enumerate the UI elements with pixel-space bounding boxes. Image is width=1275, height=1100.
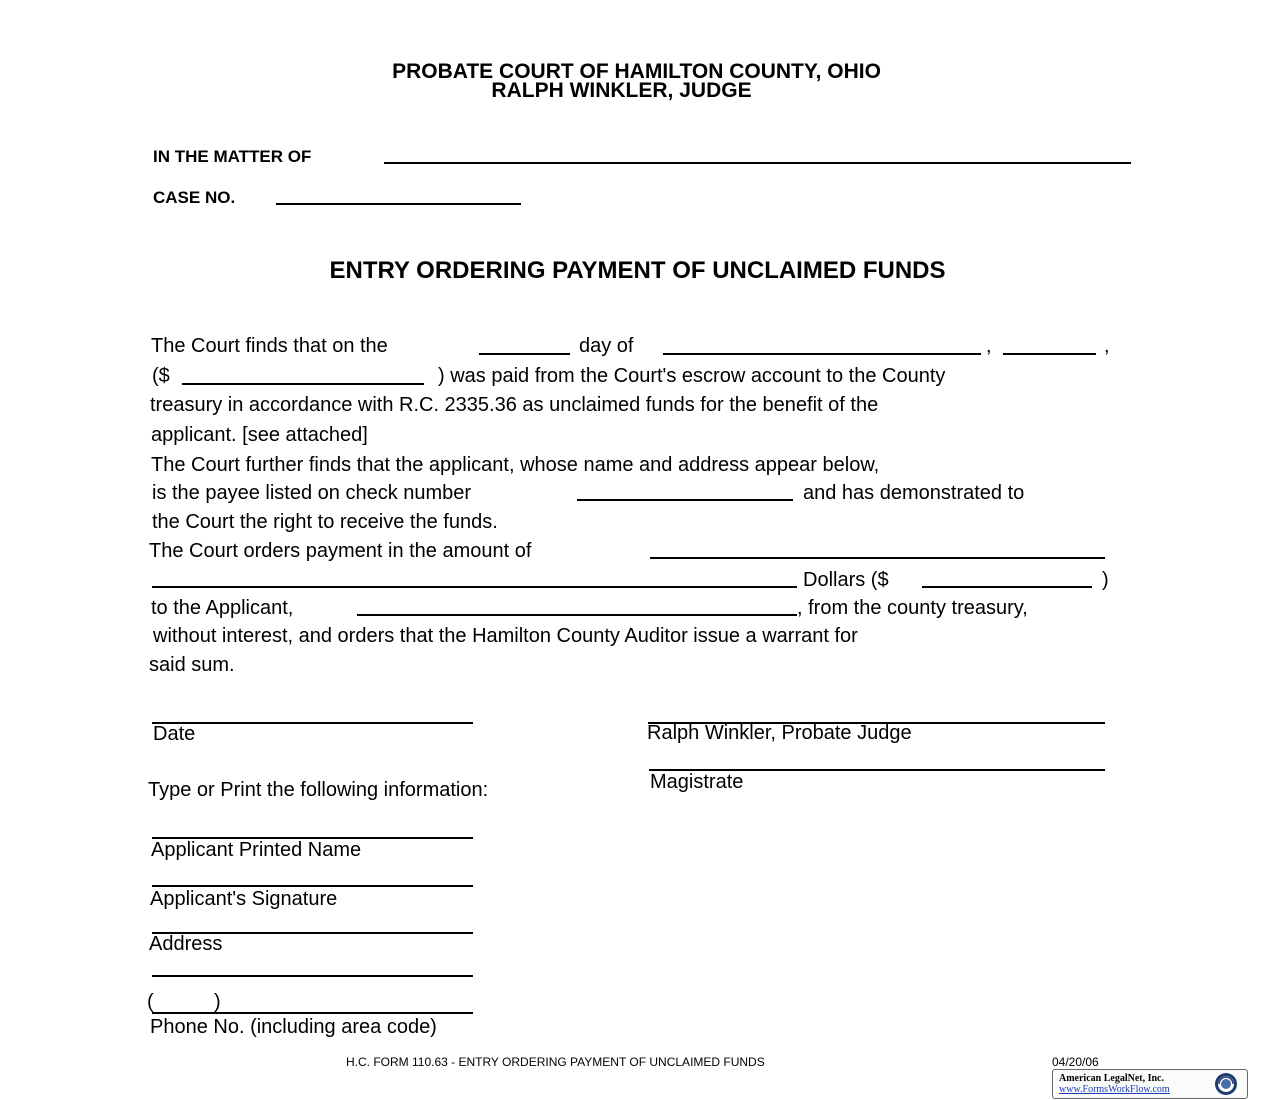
magistrate-label: Magistrate bbox=[650, 771, 744, 793]
body-line1-c: , bbox=[986, 335, 992, 357]
body-line3: treasury in accordance with R.C. 2335.36 as unclaimed funds for the benefit of the bbox=[150, 394, 879, 416]
body-line1-b: day of bbox=[579, 335, 634, 357]
day-input-line[interactable] bbox=[479, 353, 570, 355]
case-no-label: CASE NO. bbox=[153, 188, 236, 207]
applicant-signature-label: Applicant's Signature bbox=[150, 888, 338, 910]
body-line8: The Court orders payment in the amount of bbox=[149, 540, 532, 562]
payment-amount-words-line1[interactable] bbox=[650, 557, 1105, 559]
address-line2[interactable] bbox=[152, 975, 473, 977]
applicant-name-input-line[interactable] bbox=[357, 614, 797, 616]
matter-input-line[interactable] bbox=[384, 162, 1131, 164]
body-line9-a: Dollars ($ bbox=[803, 569, 889, 591]
address-label: Address bbox=[149, 933, 223, 955]
body-line10-a: to the Applicant, bbox=[151, 597, 294, 619]
phone-paren-close: ) bbox=[214, 991, 221, 1013]
body-line1-d: , bbox=[1104, 335, 1110, 357]
case-no-input-line[interactable] bbox=[276, 203, 521, 205]
body-line6-a: is the payee listed on check number bbox=[152, 482, 472, 504]
publisher-link[interactable]: www.FormsWorkFlow.com bbox=[1059, 1084, 1170, 1095]
year-input-line[interactable] bbox=[1003, 353, 1096, 355]
body-line5: The Court further finds that the applicant, whose name and address appear below, bbox=[151, 454, 880, 476]
matter-label: IN THE MATTER OF bbox=[153, 147, 312, 166]
applicant-printed-name-label: Applicant Printed Name bbox=[151, 839, 362, 861]
payment-amount-words-line2[interactable] bbox=[152, 586, 797, 588]
phone-label: Phone No. (including area code) bbox=[150, 1016, 437, 1038]
payment-amount-number-line[interactable] bbox=[922, 586, 1092, 588]
phone-paren-open: ( bbox=[147, 991, 154, 1013]
applicant-signature-line[interactable] bbox=[152, 885, 473, 887]
body-line1-a: The Court finds that on the bbox=[151, 335, 388, 357]
type-print-instruction: Type or Print the following information: bbox=[148, 779, 489, 801]
body-line6-b: and has demonstrated to bbox=[803, 482, 1025, 504]
body-line12: said sum. bbox=[149, 654, 235, 676]
document-title: ENTRY ORDERING PAYMENT OF UNCLAIMED FUNDS bbox=[329, 257, 946, 284]
judge-name: RALPH WINKLER, JUDGE bbox=[491, 79, 752, 102]
body-line10-b: , from the county treasury, bbox=[797, 597, 1028, 619]
body-line2-b: ) was paid from the Court's escrow account to the County bbox=[438, 365, 946, 387]
date-label: Date bbox=[153, 723, 196, 745]
body-line4: applicant. [see attached] bbox=[151, 424, 368, 446]
judge-label: Ralph Winkler, Probate Judge bbox=[647, 722, 912, 744]
check-number-input-line[interactable] bbox=[577, 499, 793, 501]
body-line9-b: ) bbox=[1102, 569, 1109, 591]
publisher-badge[interactable] bbox=[1052, 1069, 1248, 1099]
form-footer: H.C. FORM 110.63 - ENTRY ORDERING PAYMENT OF UNCLAIMED FUNDS bbox=[346, 1055, 765, 1069]
body-line11: without interest, and orders that the Hamilton County Auditor issue a warrant for bbox=[153, 625, 858, 647]
month-input-line[interactable] bbox=[663, 353, 981, 355]
globe-logo-icon bbox=[1209, 1072, 1243, 1096]
body-line2-a: ($ bbox=[152, 365, 170, 387]
court-name: PROBATE COURT OF HAMILTON COUNTY, OHIO bbox=[392, 60, 881, 83]
date-signature-line[interactable] bbox=[152, 722, 473, 724]
phone-input-line[interactable] bbox=[152, 1012, 473, 1014]
publisher-name: American LegalNet, Inc. bbox=[1059, 1073, 1164, 1084]
escrow-amount-input-line[interactable] bbox=[182, 383, 424, 385]
body-line7: the Court the right to receive the funds. bbox=[152, 511, 498, 533]
form-date: 04/20/06 bbox=[1052, 1055, 1099, 1069]
